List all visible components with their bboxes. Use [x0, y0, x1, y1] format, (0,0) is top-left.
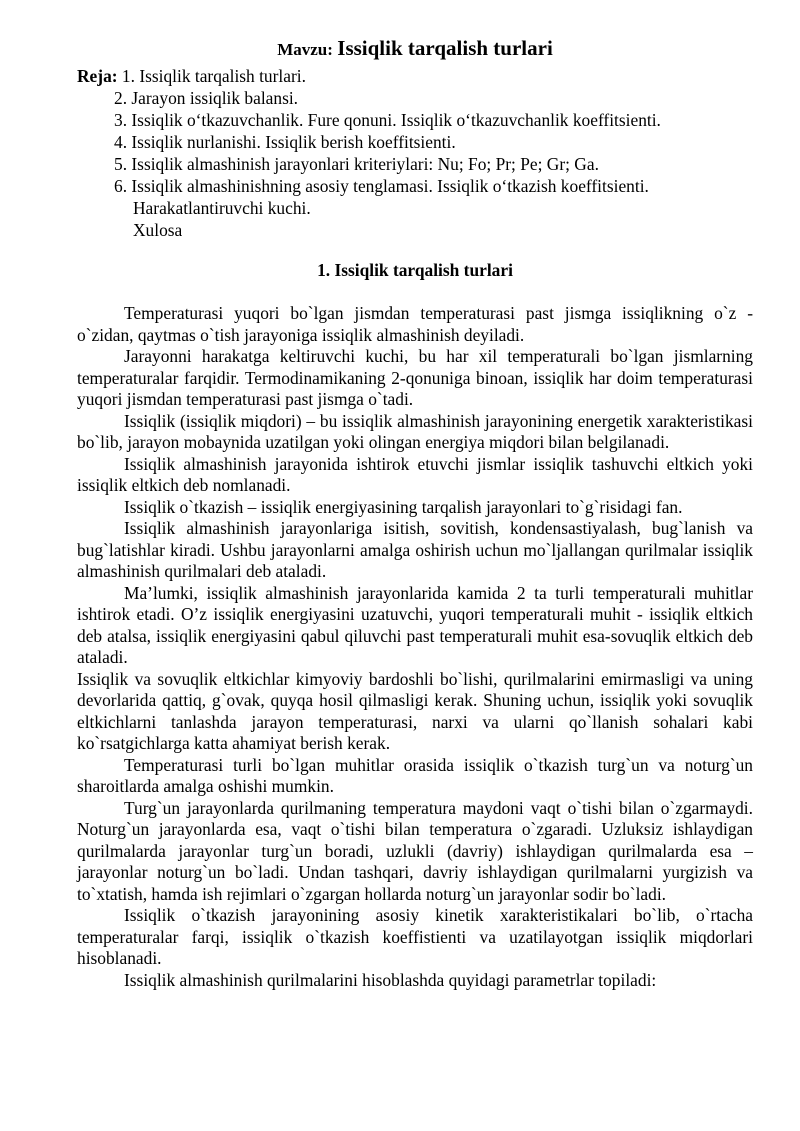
paragraph: Issiqlik (issiqlik miqdori) – bu issiqlik almashinish jarayonining energetik xarakteristikasi bo`lib, jarayon mobaynida uzatilgan yoki olingan energiya miqdori bilan belgilanadi. — [77, 410, 753, 452]
plan-item: 4. Issiqlik nurlanishi. Issiqlik berish koeffitsienti. — [114, 132, 456, 152]
paragraph: Issiqlik almashinish jarayonida ishtirok etuvchi jismlar issiqlik tashuvchi eltkich yoki issiqlik eltkich deb nomlanadi. — [77, 453, 753, 495]
paragraph: Issiqlik va sovuqlik eltkichlar kimyoviy bardoshli bo`lishi, qurilmalarini emirmasligi va uning devorlarida qattiq, g`ovak, quyqa hosil qilmasligi kerak. Shuning uchun, issiqlik yoki sovuqlik eltkichlarni tanlashda jarayon temperaturasi, narxi va ularni qo`llanish sohalari kabi ko`rsatgichlarga katta ahamiyat berish kerak. — [77, 668, 753, 753]
paragraph: Issiqlik o`tkazish jarayonining asosiy kinetik xarakteristikalari bo`lib, o`rtacha temperaturalar farqi, issiqlik o`tkazish koeffistienti va uzatilayotgan issiqlik miqdorlari hisoblanadi. — [77, 905, 753, 968]
paragraph: Temperaturasi yuqori bo`lgan jismdan temperaturasi past jismga issiqlikning o`z - o`zidan, qaytmas o`tish jarayoniga issiqlik almashinish deyiladi. — [77, 303, 753, 345]
paragraph: Jarayonni harakatga keltiruvchi kuchi, bu har xil temperaturali bo`lgan jismlarning temperaturalar farqidir. Termodinamikaning 2-qonuniga binoan, issiqlik har doim temperaturasi yuqori jismdan temperaturasi past jismga o`tadi. — [77, 346, 753, 409]
section-heading: 1. Issiqlik tarqalish turlari — [317, 260, 513, 280]
plan-item: 5. Issiqlik almashinish jarayonlari kriteriylari: Nu; Fo; Pr; Pe; Gr; Ga. — [114, 154, 599, 174]
paragraph: Issiqlik o`tkazish – issiqlik energiyasining tarqalish jarayonlari to`g`risidagi fan. — [124, 496, 683, 517]
plan-item-continuation: Harakatlantiruvchi kuchi. — [133, 198, 311, 218]
plan-list — [77, 65, 753, 241]
plan-item: 2. Jarayon issiqlik balansi. — [114, 88, 299, 108]
plan-item-text: 1. Issiqlik tarqalish turlari. — [121, 66, 306, 86]
topic-title — [77, 36, 753, 62]
topic-name: Issiqlik tarqalish turlari — [337, 36, 553, 60]
section-body — [77, 303, 753, 991]
plan-item — [77, 65, 753, 87]
paragraph: Temperaturasi turli bo`lgan muhitlar orasida issiqlik o`tkazish turg`un va noturg`un sharoitlarda amalga oshishi mumkin. — [77, 754, 753, 796]
paragraph: Turg`un jarayonlarda qurilmaning temperatura maydoni vaqt o`tishi bilan o`zgarmaydi. Noturg`un jarayonlarda esa, vaqt o`tishi bilan temperatura o`zgaradi. Uzluksiz ishlaydigan qurilmalarda jarayonlar turg`un boradi, uzlukli (davriy) ishlaydigan qurilmalarda esa – jarayonlar noturg`un bo`ladi. Undan tashqari, davriy ishlaydigan qurilmalarni yurgizish va to`xtatish, hamda ish rejimlari o`zgargan hollarda noturg`un jarayonlar sodir bo`ladi. — [77, 797, 753, 904]
topic-label: Mavzu: — [277, 40, 333, 59]
document-page — [77, 36, 753, 991]
paragraph: Issiqlik almashinish qurilmalarini hisoblashda quyidagi parametrlar topiladi: — [124, 969, 657, 990]
plan-item: 3. Issiqlik o‘tkazuvchanlik. Fure qonuni. Issiqlik o‘tkazuvchanlik koeffitsienti. — [114, 110, 661, 130]
plan-label: Reja: — [77, 66, 118, 86]
plan-item: 6. Issiqlik almashinishning asosiy tenglamasi. Issiqlik o‘tkazish koeffitsienti. — [114, 176, 649, 196]
plan-conclusion: Xulosa — [133, 220, 183, 240]
paragraph: Ma’lumki, issiqlik almashinish jarayonlarida kamida 2 ta turli temperaturali muhitlar ishtirok etadi. O’z issiqlik energiyasini uzatuvchi, yuqori temperaturali muhit - issiqlik eltkich deb atalsa, issiqlik energiyasini qabul qiluvchi past temperaturali muhit esa-sovuqlik eltkich deb ataladi. — [77, 582, 753, 667]
paragraph: Issiqlik almashinish jarayonlariga isitish, sovitish, kondensastiyalash, bug`lanish va bug`latishlar kiradi. Ushbu jarayonlarni amalga oshirish uchun mo`ljallangan qurilmalar issiqlik almashinish qurilmalari deb ataladi. — [77, 518, 753, 581]
